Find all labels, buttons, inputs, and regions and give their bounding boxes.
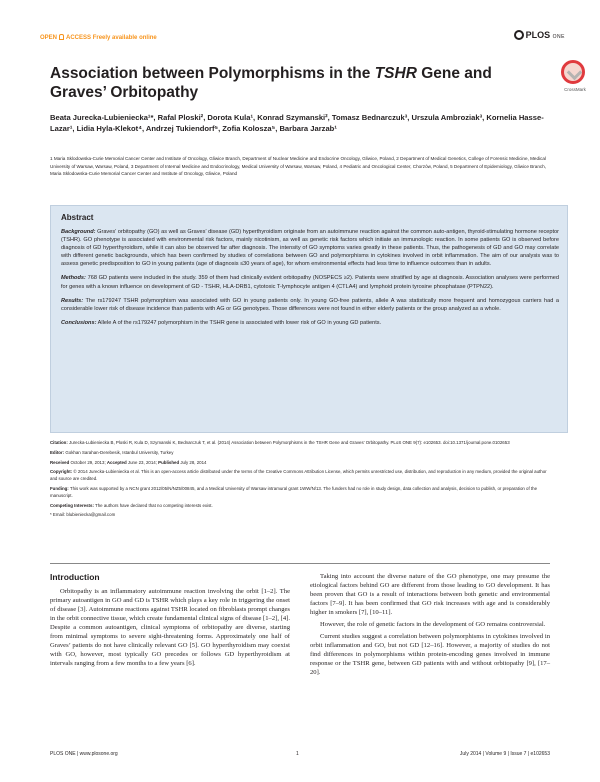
copyright xyxy=(50,469,550,483)
plos-logo-icon xyxy=(514,30,524,40)
title-part: Association between Polymorphisms in the xyxy=(50,65,375,82)
results-text: The rs179247 TSHR polymorphism was associated with GO in young patients only. In young GO-free patients, allele A was statistically more frequent and homozygous carriers had a considerable lower risk of disease incidence than patients with AG or GG genotypes. Those differences were not found in either elderly patients or the group analyzed as a whole. xyxy=(61,297,559,312)
email[interactable]: * Email: blubieniecka@gmail.com xyxy=(50,512,116,518)
freely-available-label: Freely available online xyxy=(92,35,157,41)
published-date: July 28, 2014 xyxy=(179,459,207,465)
paragraph: However, the role of genetic factors in the development of GO remains controversial. xyxy=(320,621,546,628)
funding xyxy=(50,486,550,500)
citation-text: Jurecka-Lubieniecka B, Ploski R, Kula D, Szymanski K, Bednarczuk T, et al. (2014) Association between Polymorphisms in the TSHR Gene and Graves’ Orbitopathy. PLoS ONE 9(7): e102653. doi:10.1371/journal.pone.0102653 xyxy=(67,440,510,445)
footer-issue: July 2014 | Volume 9 | Issue 7 | e102653 xyxy=(459,751,550,757)
introduction-heading: Introduction xyxy=(50,572,100,582)
copyright-text: © 2014 Jurecka-Lubieniecka et al. This is an open-access article distributed under the terms of the Creative Commons Attribution License, which permits unrestricted use, distribution, and reproduction in any medium, provided the original author and source are credited. xyxy=(50,469,547,482)
title-part: Gene and Graves’ Orbitopathy xyxy=(50,65,492,101)
conclusions-text: Allele A of the rs179247 polymorphism in the TSHR gene is associated with lower risk of GO in young GD patients. xyxy=(96,319,382,326)
dates xyxy=(50,460,550,467)
crossmark-icon xyxy=(561,60,585,84)
one-text: ONE xyxy=(552,34,565,40)
section-divider xyxy=(50,563,550,564)
background-text: Graves’ orbitopathy (GO) as well as Graves’ disease (GD) hyperthyroidism originate from an autoimmune reaction against the common auto-antigen, thyroid-stimulating hormone receptor (TSHR). GO phenotype is associated with environmental risk factors, mainly nicotinism, as well as genetic risk factors which initiate an immunologic reaction. In some patients GO is observed before diagnosis of GD hyperthyroidism, while it can also be observed far after diagnosis. The intensity of GO symptoms varies greatly in these patients. Thus, the pathogenesis of GD and GO may correlate with different genetic backgrounds, which has been confirmed by studies of correlations between GO and polymorphisms in cytokines involved in orbit inflammation. The aim of our analysis was to assess genetic predisposition to GO in young patients (age of diagnosis ≤30 years of age), for whom environmental effects had less time to influence outcomes than in adults. xyxy=(61,229,559,268)
results-label: Results: xyxy=(61,297,84,304)
page-number: 1 xyxy=(296,751,299,757)
received-date: October 29, 2013; xyxy=(69,459,107,465)
paragraph: Current studies suggest a correlation between polymorphisms in cytokines involved in orbit inflammation and GO, but not GD [12–16]. However, a majority of studies do not find differences in polymorphisms within protein-encoding genes involved in immune response or the TSHR gene, between GD patients with and without orbitopathy [9], [17–20]. xyxy=(310,633,550,676)
editor xyxy=(50,450,550,457)
article-title xyxy=(50,64,550,102)
editor-text: Gokhan Sarahan-Derebesik, Istanbul University, Turkey xyxy=(64,449,174,455)
competing-text: The authors have declared that no competing interests exist. xyxy=(93,502,213,508)
abstract-box xyxy=(50,205,568,433)
body-column-left xyxy=(50,587,290,671)
methods-label: Methods: xyxy=(61,275,86,282)
abstract-methods xyxy=(61,274,559,290)
citation-label: Citation: xyxy=(50,440,68,445)
competing-interests xyxy=(50,503,550,510)
citation xyxy=(50,440,550,447)
abstract-heading: Abstract xyxy=(61,213,94,222)
copyright-label: Copyright: xyxy=(50,469,73,475)
title-gene: TSHR xyxy=(374,65,417,82)
body-column-right xyxy=(310,572,550,680)
competing-label: Competing Interests: xyxy=(50,502,94,508)
page-header xyxy=(0,0,600,52)
editor-label: Editor: xyxy=(50,449,65,455)
abstract-conclusions xyxy=(61,319,559,327)
access-label: ACCESS xyxy=(66,35,92,41)
article-metadata xyxy=(50,440,550,522)
open-access-label xyxy=(40,34,157,41)
abstract-results xyxy=(61,297,559,313)
paragraph: Orbitopathy is an inflammatory autoimmune reaction involving the orbit [1–2]. The primary autoantigen in GO and GD is TSHR which plays a key role in triggering the onset of disease [3]. Autoimmune reactions against TSHR located on fibroblasts prompt changes in the orbit connective tissue, which create fundamental clinical signs of disease [1–2], [4]. Despite a common autoantigen, clinical symptoms of orbitopathy are diverse, starting from minimal symptoms to severe sight-threatening forms. Approximately one half of Graves’ patients do not have clinically relevant GO [5]. GO hyperthyroidism may coexist with GO, however, most typically GO precedes or follows GD hyperthyroidism at intervals ranging from a few months to a few years [6]. xyxy=(50,588,290,667)
crossmark-badge[interactable] xyxy=(558,60,588,100)
funding-label: Funding: xyxy=(50,485,69,491)
paragraph: Taking into account the diverse nature of the GO phenotype, one may presume the etiological factors behind GO are different from those leading to GO development. It has been proven that GO is a result of interactions between both genetic and environmental factors [7–9]. It has been confirmed that GO risk increases with age and is considerably higher in smokers [7], [10–11]. xyxy=(310,573,550,616)
abstract-background xyxy=(61,228,559,268)
accepted-date: June 23, 2014; xyxy=(126,459,159,465)
open-label: OPEN xyxy=(40,35,58,41)
lock-icon xyxy=(59,34,64,40)
plos-text: PLOS xyxy=(525,30,551,40)
methods-text: 768 GD patients were included in the study. 359 of them had clinically evident orbitopathy (NOSPECS ≥2). Patients were stratified by age at diagnosis. Association analyses were performed for genes with a known influence on development of GD - TSHR, HLA-DRB1, cytotoxic T-lymphocyte antigen 4 (CTLA4) and lymphoid protein tyrosine phosphatase (PTPN22). xyxy=(61,275,559,290)
published-label: Published xyxy=(158,459,180,465)
accepted-label: Accepted xyxy=(106,459,127,465)
received-label: Received xyxy=(50,459,70,465)
funding-text: This work was supported by a NCN grant 2012/05/N/NZ5/00845, and a Medical University of Warsaw intramural grant 1WW/N/13. The funders had no role in study design, data collection and analysis, decision to publish, or preparation of the manuscript. xyxy=(50,485,538,498)
plos-one-logo xyxy=(514,30,565,40)
background-label: Background: xyxy=(61,229,96,235)
conclusions-label: Conclusions: xyxy=(61,319,97,326)
crossmark-label: CrossMark xyxy=(564,87,586,92)
author-list: Beata Jurecka-Lubieniecka¹*, Rafal Ploski², Dorota Kula¹, Konrad Szymanski², Tomasz Bednarczuk³, Urszula Ambroziak³, Kornelia Hasse-Lazar¹, Lidia Hyla-Klekot⁴, Andrzej Tukiendorf⁵, Zofia Kolosza⁵, Barbara Jarzab¹ xyxy=(50,113,544,134)
footer-journal: PLOS ONE | www.plosone.org xyxy=(50,751,118,757)
affiliations: 1 Maria Sklodowska-Curie Memorial Cancer Center and Institute of Oncology, Gliwice Branch, Department of Nuclear Medicine and Endocrine Oncology, Gliwice, Poland, 2 Department of Medical Genetics, College of Forensic Medicine, Medical University of Warsaw, Warsaw, Poland, 3 Department of Internal Medicine and Endocrinology, Medical University of Warsaw, Warsaw, Poland, 4 Pediatric and Oncological Center, Chorzów, Poland, 5 Department of Epidemiology, Gliwice Branch, Maria Sklodowska-Curie Memorial Cancer Center and Institute of Oncology, Gliwice, Poland xyxy=(50,156,547,177)
